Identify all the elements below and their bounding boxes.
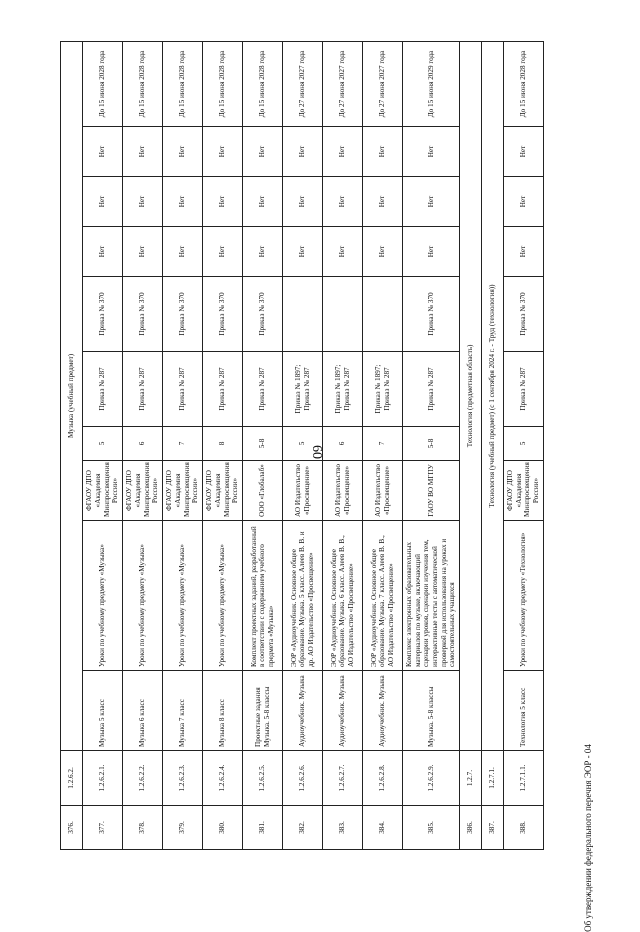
flag-cell-1: Нет (283, 227, 323, 277)
group-row (481, 41, 503, 849)
flag-cell-3: Нет (243, 127, 283, 177)
flag-cell-3: Нет (363, 127, 403, 177)
order-cell-2: Приказ № 370 (83, 277, 123, 352)
order-cell: Приказ № 287 (503, 352, 543, 427)
table-row (203, 41, 243, 849)
resource-name: Музыка. 5-8 классы (403, 671, 460, 751)
flag-cell-3: Нет (123, 127, 163, 177)
rotated-table-area (60, 42, 620, 850)
table-row (363, 41, 403, 849)
row-number: 382. (283, 806, 323, 850)
term-cell: До 27 июня 2027 года (283, 41, 323, 126)
resource-description: ЭОР «Аудиоучебник. Основное общее образование. Музыка. 7 класс. Алеев В. В., АО Издательство «Просвещение» (363, 521, 403, 671)
order-cell: Приказ № 287 (203, 352, 243, 427)
grade-cell: 5 (83, 427, 123, 461)
grade-cell: 7 (163, 427, 203, 461)
section-title: Технология (учебный предмет) (с 1 сентября 2024 г. - Труд (технология)) (481, 41, 503, 750)
resource-author: АО Издательство «Просвещение» (363, 461, 403, 521)
flag-cell-2: Нет (243, 177, 283, 227)
table-row (323, 41, 363, 849)
grade-cell: 7 (363, 427, 403, 461)
order-cell-2: Приказ № 370 (203, 277, 243, 352)
flag-cell-2: Нет (203, 177, 243, 227)
resource-name: Музыка 6 класс (123, 671, 163, 751)
order-cell-2 (283, 277, 323, 352)
row-number: 386. (459, 806, 481, 850)
order-cell-2 (323, 277, 363, 352)
order-cell: Приказ № 287 (403, 352, 460, 427)
flag-cell-1: Нет (503, 227, 543, 277)
group-row (61, 41, 83, 849)
group-row (459, 41, 481, 849)
footer-note: Об утверждении федерального перечня ЭОР - 04 (583, 744, 593, 932)
resource-author: ООО «Глобалаб» (243, 461, 283, 521)
resource-name: Технология 5 класс (503, 671, 543, 751)
row-code: 1.2.6.2. (61, 751, 83, 806)
row-number: 387. (481, 806, 503, 850)
row-number: 385. (403, 806, 460, 850)
term-cell: До 15 июня 2028 года (123, 41, 163, 126)
row-number: 377. (83, 806, 123, 850)
flag-cell-3: Нет (203, 127, 243, 177)
table-row (503, 41, 543, 849)
grade-cell: 5-8 (243, 427, 283, 461)
row-code: 1.2.6.2.4. (203, 751, 243, 806)
row-number: 376. (61, 806, 83, 850)
row-code: 1.2.7. (459, 751, 481, 806)
flag-cell-2: Нет (83, 177, 123, 227)
term-cell: До 15 июня 2028 года (83, 41, 123, 126)
flag-cell-2: Нет (323, 177, 363, 227)
flag-cell-3: Нет (503, 127, 543, 177)
row-number: 380. (203, 806, 243, 850)
row-number: 379. (163, 806, 203, 850)
resource-description: ЭОР «Аудиоучебник. Основное общее образование. Музыка. 6 класс. Алеев В. В., АО Издательство «Просвещение» (323, 521, 363, 671)
table-row (243, 41, 283, 849)
row-number: 378. (123, 806, 163, 850)
flag-cell-1: Нет (403, 227, 460, 277)
term-cell: До 15 июня 2028 года (203, 41, 243, 126)
flag-cell-2: Нет (503, 177, 543, 227)
resource-description: Уроки по учебному предмету «Музыка» (203, 521, 243, 671)
resource-description: Комплекс электронных образовательных материалов по музыке, включающий сценарии уроков, сценарии изучения тем, интерактивные тесты с автоматической проверкой для использования на уроках и самостоятельных учащихся (403, 521, 460, 671)
row-number: 384. (363, 806, 403, 850)
resource-description: Уроки по учебному предмету «Музыка» (123, 521, 163, 671)
resource-author: ГАОУ ВО МГПУ (403, 461, 460, 521)
resource-name: Аудиоучебник. Музыка (363, 671, 403, 751)
order-cell-2: Приказ № 370 (403, 277, 460, 352)
table-row (83, 41, 123, 849)
term-cell: До 27 июня 2027 года (363, 41, 403, 126)
resource-author: АО Издательство «Просвещение» (283, 461, 323, 521)
resource-description: Уроки по учебному предмету «Музыка» (83, 521, 123, 671)
resource-author: АО Издательство «Просвещение» (323, 461, 363, 521)
row-number: 388. (503, 806, 543, 850)
flag-cell-2: Нет (163, 177, 203, 227)
flag-cell-2: Нет (403, 177, 460, 227)
resource-description: Уроки по учебному предмету «Музыка» (163, 521, 203, 671)
resource-name: Аудиоучебник. Музыка (323, 671, 363, 751)
row-number: 381. (243, 806, 283, 850)
flag-cell-1: Нет (83, 227, 123, 277)
grade-cell: 5 (283, 427, 323, 461)
term-cell: До 15 июня 2029 года (403, 41, 460, 126)
grade-cell: 6 (323, 427, 363, 461)
order-cell: Приказ № 287 (243, 352, 283, 427)
order-cell-2: Приказ № 370 (243, 277, 283, 352)
term-cell: До 15 июня 2028 года (163, 41, 203, 126)
order-cell: Приказ № 1897; Приказ № 287 (283, 352, 323, 427)
section-title: Технология (предметная область) (459, 41, 481, 750)
row-code: 1.2.6.2.9. (403, 751, 460, 806)
term-cell: До 15 июня 2028 года (243, 41, 283, 126)
grade-cell: 5 (503, 427, 543, 461)
flag-cell-1: Нет (163, 227, 203, 277)
row-code: 1.2.6.2.6. (283, 751, 323, 806)
resource-name: Музыка 8 класс (203, 671, 243, 751)
flag-cell-3: Нет (403, 127, 460, 177)
flag-cell-2: Нет (123, 177, 163, 227)
row-code: 1.2.6.2.2. (123, 751, 163, 806)
grade-cell: 5-8 (403, 427, 460, 461)
row-code: 1.2.6.2.7. (323, 751, 363, 806)
order-cell-2 (363, 277, 403, 352)
flag-cell-1: Нет (123, 227, 163, 277)
resource-name: Музыка 7 класс (163, 671, 203, 751)
order-cell: Приказ № 1897; Приказ № 287 (323, 352, 363, 427)
resource-description: ЭОР «Аудиоучебник. Основное общее образование. Музыка. 5 класс. Алеев В. В. и др. АО Издательство «Просвещение» (283, 521, 323, 671)
flag-cell-1: Нет (243, 227, 283, 277)
resource-name: Аудиоучебник. Музыка (283, 671, 323, 751)
table-row (163, 41, 203, 849)
order-cell-2: Приказ № 370 (163, 277, 203, 352)
resource-author: ФГАОУ ДПО «Академия Минпросвещения России» (503, 461, 543, 521)
resource-description: Уроки по учебному предмету «Технология» (503, 521, 543, 671)
table-row (123, 41, 163, 849)
resource-name: Музыка 5 класс (83, 671, 123, 751)
flag-cell-1: Нет (363, 227, 403, 277)
flag-cell-1: Нет (203, 227, 243, 277)
grade-cell: 8 (203, 427, 243, 461)
row-code: 1.2.6.2.1. (83, 751, 123, 806)
table-row (283, 41, 323, 849)
term-cell: До 15 июня 2028 года (503, 41, 543, 126)
row-code: 1.2.7.1. (481, 751, 503, 806)
resource-author: ФГАОУ ДПО «Академия Минпросвещения России» (123, 461, 163, 521)
eor-list-table (60, 41, 544, 850)
order-cell: Приказ № 1897; Приказ № 287 (363, 352, 403, 427)
table-container (60, 42, 620, 850)
flag-cell-3: Нет (283, 127, 323, 177)
row-code: 1.2.6.2.8. (363, 751, 403, 806)
flag-cell-3: Нет (83, 127, 123, 177)
resource-name: Проектные задания Музыка. 5-8 классы (243, 671, 283, 751)
order-cell: Приказ № 287 (83, 352, 123, 427)
grade-cell: 6 (123, 427, 163, 461)
row-code: 1.2.6.2.5. (243, 751, 283, 806)
flag-cell-2: Нет (283, 177, 323, 227)
resource-author: ФГАОУ ДПО «Академия Минпросвещения России» (203, 461, 243, 521)
order-cell: Приказ № 287 (163, 352, 203, 427)
row-number: 383. (323, 806, 363, 850)
resource-description: Комплект проектных заданий, разработанный в соответствии с содержанием учебного предмета «Музыка» (243, 521, 283, 671)
page-number: 60 (309, 445, 324, 459)
flag-cell-1: Нет (323, 227, 363, 277)
section-title: Музыка (учебный предмет) (61, 41, 83, 750)
order-cell-2: Приказ № 370 (123, 277, 163, 352)
resource-author: ФГАОУ ДПО «Академия Минпросвещения России» (83, 461, 123, 521)
term-cell: До 27 июня 2027 года (323, 41, 363, 126)
flag-cell-3: Нет (163, 127, 203, 177)
row-code: 1.2.7.1.1. (503, 751, 543, 806)
resource-author: ФГАОУ ДПО «Академия Минпросвещения России» (163, 461, 203, 521)
flag-cell-2: Нет (363, 177, 403, 227)
order-cell: Приказ № 287 (123, 352, 163, 427)
order-cell-2: Приказ № 370 (503, 277, 543, 352)
flag-cell-3: Нет (323, 127, 363, 177)
row-code: 1.2.6.2.3. (163, 751, 203, 806)
table-row (403, 41, 460, 849)
